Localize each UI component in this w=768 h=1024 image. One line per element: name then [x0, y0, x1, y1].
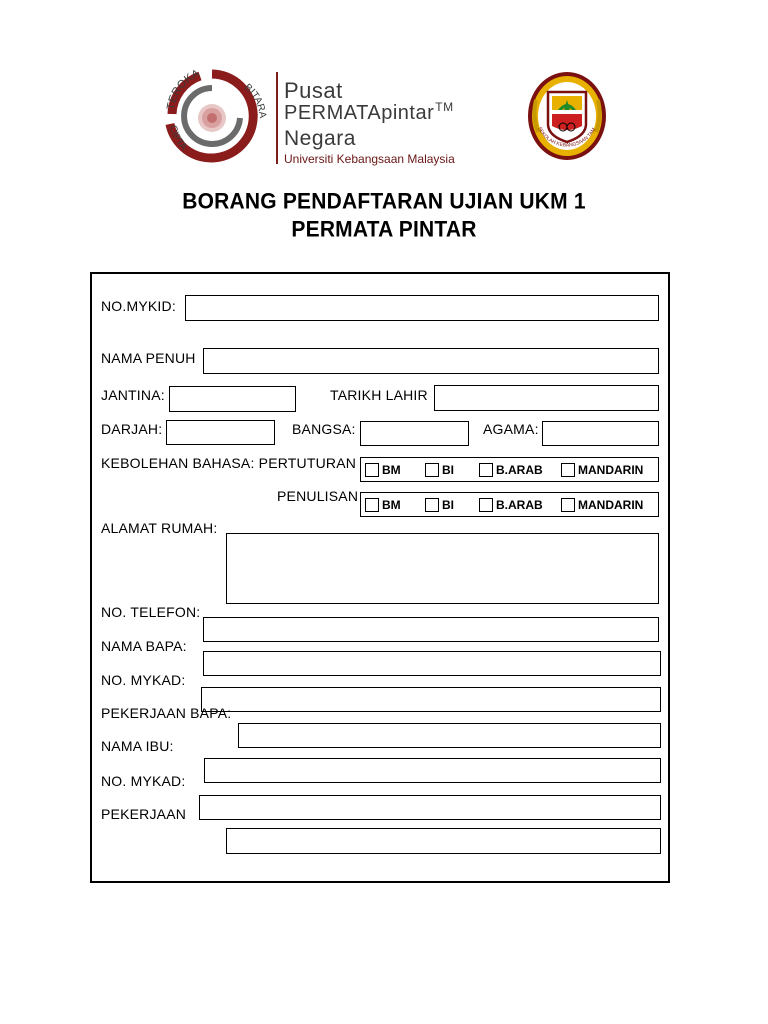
alamat-rumah-field[interactable] — [226, 533, 659, 604]
brand-name: PERMATApintar — [284, 102, 435, 124]
penulisan-option-bm[interactable] — [365, 497, 401, 513]
brand-line-permatapintar — [284, 102, 454, 125]
jantina-field[interactable] — [169, 386, 296, 412]
label-darjah: DARJAH: — [101, 421, 163, 437]
tarikh-lahir-field[interactable] — [434, 385, 659, 411]
penulisan-option-bi[interactable] — [425, 497, 454, 513]
pertuturan-option-barab[interactable] — [479, 462, 543, 478]
pekerjaan-ibu-field[interactable] — [226, 828, 661, 854]
no-telefon-field[interactable] — [203, 617, 659, 642]
option-label: MANDARIN — [578, 463, 644, 477]
label-alamat-rumah: ALAMAT RUMAH: — [101, 520, 218, 536]
ring-word-bitara: BITARA — [242, 81, 268, 119]
checkbox-icon[interactable] — [561, 498, 575, 512]
penulisan-options — [360, 492, 659, 517]
form-title-line1: BORANG PENDAFTARAN UJIAN UKM 1 — [182, 189, 586, 214]
checkbox-icon[interactable] — [365, 498, 379, 512]
crest-ring-text: SEKOLAH KEBANGSAAN TAM — [536, 126, 598, 149]
label-pekerjaan-ibu: PEKERJAAN — [101, 806, 187, 822]
checkbox-icon[interactable] — [365, 463, 379, 477]
checkbox-icon[interactable] — [479, 498, 493, 512]
option-label: BI — [442, 463, 454, 477]
label-mykad-ibu: NO. MYKAD: — [101, 773, 186, 789]
teroka-ring-emblem — [152, 64, 274, 172]
option-label: BM — [382, 463, 401, 477]
option-label: BI — [442, 498, 454, 512]
label-penulisan: PENULISAN — [277, 488, 359, 504]
form-title-line2: PERMATA PINTAR — [291, 217, 477, 242]
ring-word-teroka: TEROKA — [164, 67, 202, 111]
label-agama: AGAMA: — [483, 421, 539, 437]
darjah-field[interactable] — [166, 420, 275, 445]
ring-word-cipta: CIPTA — [166, 124, 190, 153]
nama-penuh-field[interactable] — [203, 348, 659, 374]
brand-line-ukm: Universiti Kebangsaan Malaysia — [284, 152, 455, 166]
label-nama-bapa: NAMA BAPA: — [101, 638, 187, 654]
mykid-field[interactable] — [185, 295, 659, 321]
option-label: BM — [382, 498, 401, 512]
bangsa-field[interactable] — [360, 421, 469, 446]
penulisan-option-mandarin[interactable] — [561, 497, 643, 513]
pertuturan-option-bm[interactable] — [365, 462, 401, 478]
label-mykid: NO.MYKID: — [101, 298, 176, 314]
label-bangsa: BANGSA: — [292, 421, 356, 437]
checkbox-icon[interactable] — [425, 498, 439, 512]
checkbox-icon[interactable] — [561, 463, 575, 477]
brand-line-negara: Negara — [284, 127, 356, 150]
mykad-bapa-field[interactable] — [201, 687, 661, 712]
nama-bapa-field[interactable] — [203, 651, 661, 676]
label-jantina: JANTINA: — [101, 387, 165, 403]
penulisan-option-barab[interactable] — [479, 497, 543, 513]
pertuturan-option-mandarin[interactable] — [561, 462, 643, 478]
option-label: B.ARAB — [496, 498, 543, 512]
label-pekerjaan-bapa: PEKERJAAN BAPA: — [101, 705, 232, 721]
option-label: MANDARIN — [578, 498, 644, 512]
permata-pintar-logo — [152, 64, 474, 172]
checkbox-icon[interactable] — [425, 463, 439, 477]
brand-line-pusat: Pusat — [284, 78, 343, 103]
label-tarikh-lahir: TARIKH LAHIR — [330, 387, 428, 403]
agama-field[interactable] — [542, 421, 659, 446]
pertuturan-options — [360, 457, 659, 482]
logo-divider — [276, 72, 278, 164]
option-label: B.ARAB — [496, 463, 543, 477]
checkbox-icon[interactable] — [479, 463, 493, 477]
label-kebolehan-bahasa: KEBOLEHAN BAHASA: PERTUTURAN — [101, 455, 357, 471]
trademark-mark: TM — [435, 100, 454, 114]
school-crest-icon — [526, 70, 608, 162]
label-nama-ibu: NAMA IBU: — [101, 738, 174, 754]
pertuturan-option-bi[interactable] — [425, 462, 454, 478]
label-nama-penuh: NAMA PENUH — [101, 350, 196, 366]
label-no-telefon: NO. TELEFON: — [101, 604, 201, 620]
mykad-ibu-field[interactable] — [199, 795, 661, 820]
nama-ibu-field[interactable] — [204, 758, 661, 783]
label-mykad-bapa: NO. MYKAD: — [101, 672, 186, 688]
pekerjaan-bapa-field[interactable] — [238, 723, 661, 748]
